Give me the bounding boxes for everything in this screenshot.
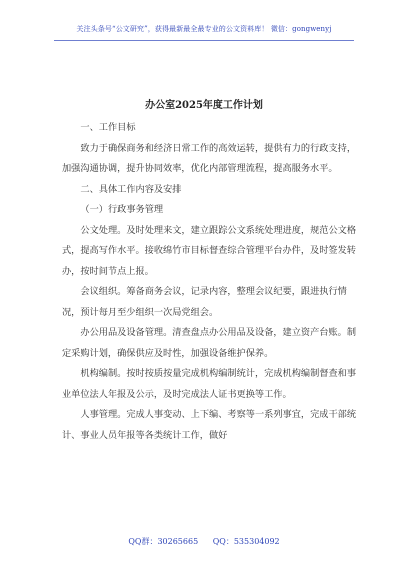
document-body (62, 118, 358, 446)
footer-contact (0, 536, 408, 547)
header-divider (54, 40, 354, 41)
footer-qq-number: QQ：535304092 (212, 537, 280, 546)
header-banner: 关注头条号“公文研究”，获得最新最全最专业的公文资料库！ 微信：gongwenyj (76, 25, 332, 33)
paragraph-document-handling: 公文处理。及时处理来文，建立跟踪公文系统处理进度，规范公文格式，提高写作水平。接收绵竹市目标督查综合管理平台办件，及时签发转办，按时间节点上报。 (62, 224, 357, 277)
paragraph-goals: 致力于确保商务和经济日常工作的高效运转，提供有力的行政支持，加强沟通协调，提升协同效率，优化内部管理流程，提高服务水平。 (62, 142, 357, 174)
document-title: 办公室2025年度工作计划 (145, 100, 263, 111)
section-heading-tasks: 二、具体工作内容及安排 (80, 183, 182, 195)
paragraph-personnel: 人事管理。完成人事变动、上下编、考察等一系列事宜，完成干部统计、事业人员年报等各类统计工作，做好 (62, 409, 357, 441)
paragraph-meetings: 会议组织。筹备商务会议，记录内容，整理会议纪要，跟进执行情况，预计每月至少组织一次局党组会。 (62, 286, 347, 318)
subsection-heading-admin: （一）行政事务管理 (80, 204, 164, 215)
section-heading-goals: 一、工作目标 (80, 122, 136, 133)
paragraph-staffing: 机构编制。按时按质按量完成机构编制统计，完成机构编制督查和事业单位法人年报及公示，及时完成法人证书更换等工作。 (62, 368, 357, 400)
paragraph-office-supplies: 办公用品及设备管理。清查盘点办公用品及设备，建立资产台账。制定采购计划，确保供应及时性，加强设备维护保养。 (62, 327, 357, 359)
footer-qq-group: QQ群：30265665 (128, 537, 199, 546)
